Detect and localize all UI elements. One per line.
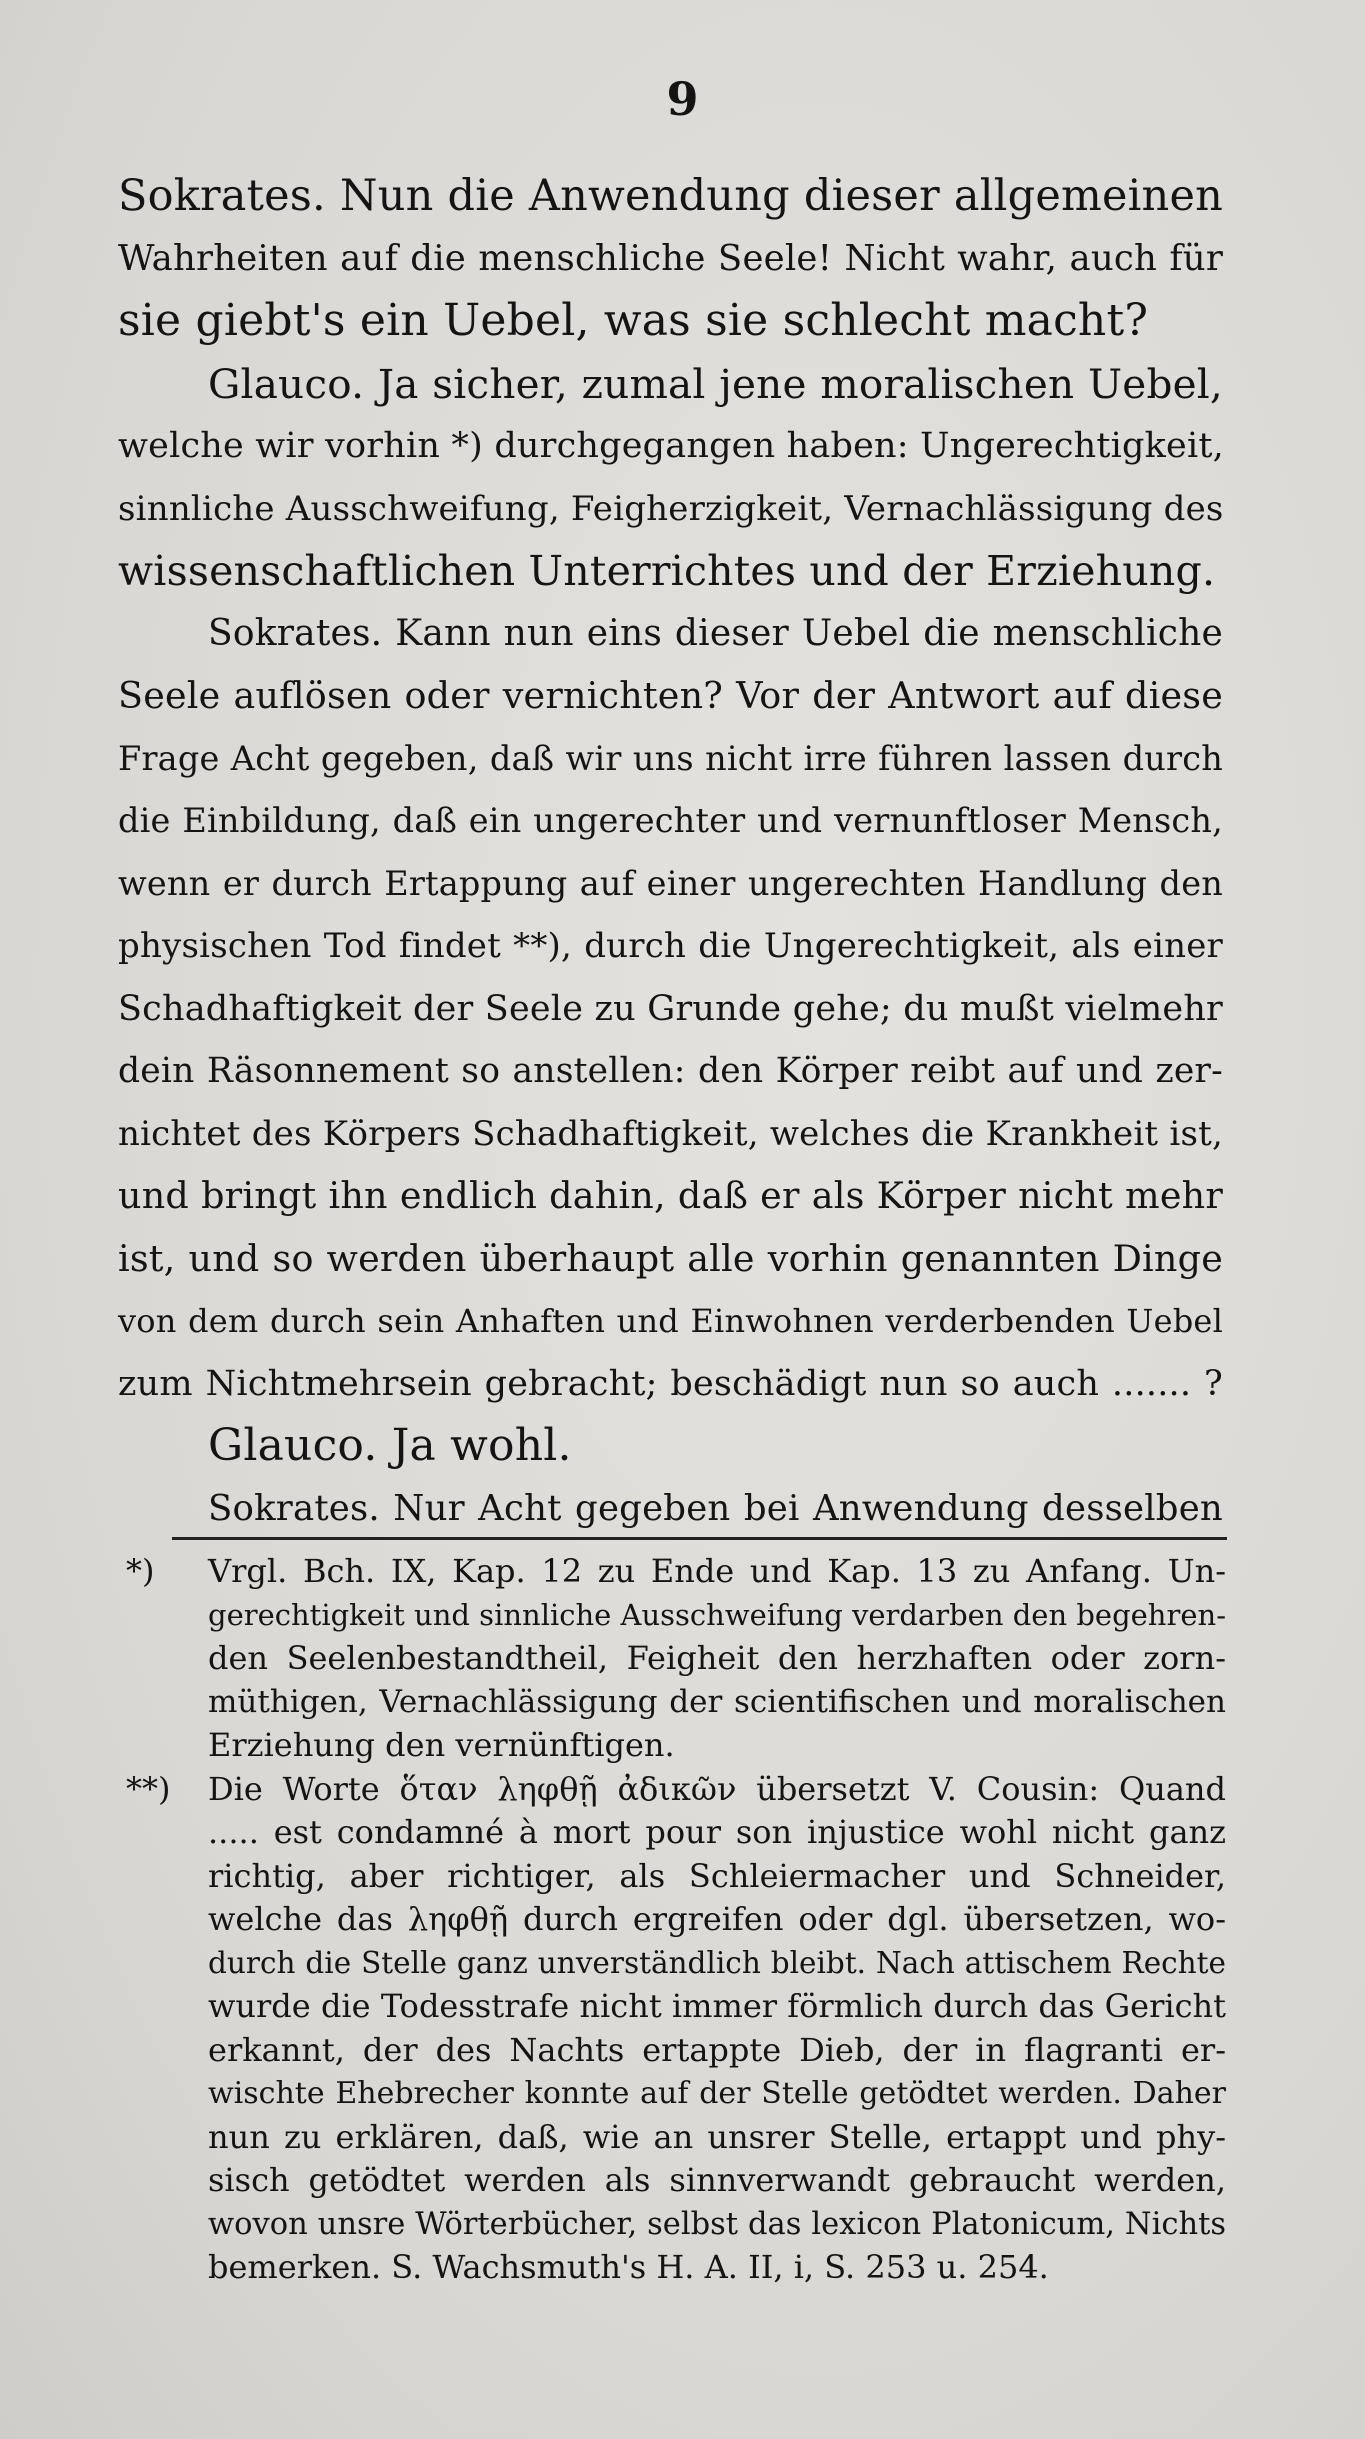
footnote-rule	[172, 1537, 1227, 1540]
main-text	[118, 165, 1223, 1540]
footnote-line	[126, 1768, 1226, 1812]
text-line: die Einbildung, daß ein ungerechter und vernunftloser Mensch,	[118, 801, 1223, 840]
footnote-line	[126, 1550, 1226, 1594]
text-line: Sokrates. Nun die Anwendung dieser allgemeinen	[118, 171, 1223, 221]
text-line: wissenschaftlichen Unterrichtes und der Erziehung.	[118, 547, 1216, 595]
footnote-line: wurde die Todesstrafe nicht immer förmlich durch das Gericht	[208, 1987, 1226, 2025]
text-line: sinnliche Ausschweifung, Feigherzigkeit, Vernachlässigung des	[118, 488, 1224, 529]
footnote-2	[126, 1768, 1226, 2290]
text-line: sie giebt's ein Uebel, was sie schlecht macht?	[118, 295, 1149, 346]
footnotes	[126, 1550, 1226, 2290]
text-line: welche wir vorhin *) durchgegangen haben: Ungerechtigkeit,	[118, 426, 1224, 466]
text-line: physischen Tod findet **), durch die Ungerechtigkeit, als einer	[118, 926, 1223, 966]
page-number: 9	[666, 72, 699, 126]
text-line: Glauco. Ja sicher, zumal jene moralischen Uebel,	[208, 359, 1223, 408]
footnote-line: bemerken. S. Wachsmuth's H. A. II, i, S. 253 u. 254.	[208, 2248, 1049, 2286]
footnote-marker: **)	[126, 1769, 171, 1808]
text-line: Wahrheiten auf die menschliche Seele! Nicht wahr, auch für	[118, 237, 1223, 279]
text-line: nichtet des Körpers Schadhaftigkeit, welches die Krankheit ist,	[118, 1113, 1223, 1154]
footnote-line: wischte Ehebrecher konnte auf der Stelle getödtet werden. Daher	[208, 2076, 1226, 2111]
footnote-line: durch die Stelle ganz unverständlich bleibt. Nach attischem Rechte	[208, 1945, 1226, 1980]
footnote-line: Erziehung den vernünftigen.	[208, 1726, 675, 1764]
text-line: wenn er durch Ertappung auf einer ungerechten Handlung den	[118, 863, 1223, 903]
text-line: dein Räsonnement so anstellen: den Körper reibt auf und zer-	[118, 1051, 1223, 1091]
footnote-line: den Seelenbestandtheil, Feigheit den herzhaften oder zorn-	[208, 1639, 1226, 1677]
footnote-text: Vrgl. Bch. IX, Kap. 12 zu Ende und Kap. 13 zu Anfang. Un-	[208, 1552, 1226, 1590]
text-line: Schadhaftigkeit der Seele zu Grunde gehe; du mußt vielmehr	[118, 988, 1223, 1029]
footnote-1	[126, 1550, 1226, 1768]
text-line: Glauco. Ja wohl.	[208, 1420, 572, 1471]
footnote-line: sisch getödtet werden als sinnverwandt gebraucht werden,	[208, 2161, 1226, 2199]
text-line: von dem durch sein Anhaften und Einwohnen verderbenden Uebel	[118, 1302, 1223, 1340]
footnote-line: müthigen, Vernachlässigung der scientifischen und moralischen	[208, 1683, 1226, 1720]
text-line: Frage Acht gegeben, daß wir uns nicht irre führen lassen durch	[118, 738, 1223, 778]
footnote-line: nun zu erklären, daß, wie an unsrer Stelle, ertappt und phy-	[208, 2117, 1226, 2156]
text-line: ist, und so werden überhaupt alle vorhin genannten Dinge	[118, 1236, 1223, 1280]
footnote-line: ..... est condamné à mort pour son injustice wohl nicht ganz	[208, 1813, 1226, 1851]
text-line: Sokrates. Kann nun eins dieser Uebel die menschliche	[208, 612, 1223, 654]
text-line: und bringt ihn endlich dahin, daß er als Körper nicht mehr	[118, 1174, 1223, 1217]
footnote-marker: *)	[126, 1552, 155, 1590]
footnote-line: richtig, aber richtiger, als Schleiermacher und Schneider,	[208, 1856, 1226, 1895]
footnote-text: Die Worte ὅταν ληφθῇ ἀδικῶν übersetzt V. Cousin: Quand	[208, 1769, 1226, 1808]
footnote-line: gerechtigkeit und sinnliche Ausschweifung verdarben den begehren-	[208, 1597, 1226, 1632]
text-line: Seele auflösen oder vernichten? Vor der Antwort auf diese	[118, 674, 1223, 717]
text-line: Sokrates. Nur Acht gegeben bei Anwendung desselben	[208, 1487, 1223, 1529]
footnote-line: welche das ληφθῇ durch ergreifen oder dgl. übersetzen, wo-	[208, 1900, 1226, 1938]
footnote-line: wovon unsre Wörterbücher, selbst das lexicon Platonicum, Nichts	[208, 2206, 1226, 2242]
footnote-line: erkannt, der des Nachts ertappte Dieb, der in flagranti er-	[208, 2030, 1226, 2069]
text-line: zum Nichtmehrsein gebracht; beschädigt nun so auch ....... ?	[118, 1363, 1223, 1404]
